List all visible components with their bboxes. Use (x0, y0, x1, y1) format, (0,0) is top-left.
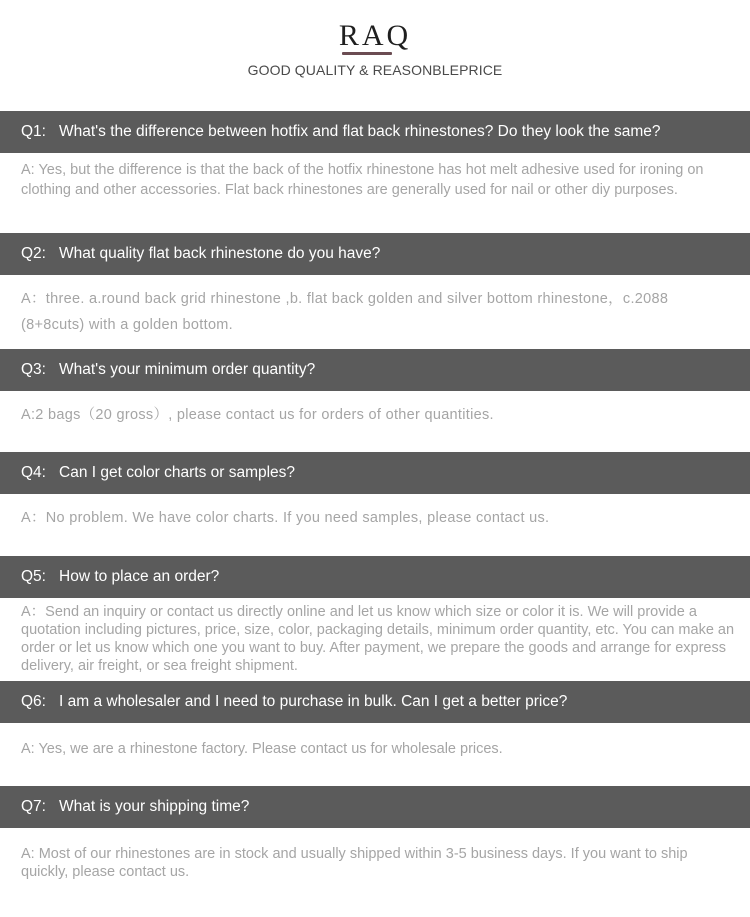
faq-question-bar-4 (0, 452, 750, 494)
question-text: How to place an order? (59, 568, 220, 585)
faq-question-bar-1 (0, 111, 750, 153)
faq-answer-2: A：three. a.round back grid rhinestone ,b. flat back golden and silver bottom rhinestone，c.2088 (8+8cuts) with a golden bottom. (21, 291, 669, 333)
question-text: What is your shipping time? (59, 798, 250, 815)
question-number: Q7: (21, 798, 46, 815)
faq-question-bar-3 (0, 349, 750, 391)
brand-underline (342, 52, 392, 55)
faq-answer-1: A: Yes, but the difference is that the back of the hotfix rhinestone has hot melt adhesive used for ironing on clothing and other accessories. Flat back rhinestones are generally used for nail or other diy purposes. (21, 162, 704, 198)
tagline: GOOD QUALITY & REASONBLEPRICE (247, 62, 503, 78)
faq-answer-4: A：No problem. We have color charts. If you need samples, please contact us. (21, 510, 550, 526)
faq-question-bar-6 (0, 681, 750, 723)
question-number: Q3: (21, 361, 46, 378)
question-text: What's the difference between hotfix and flat back rhinestones? Do they look the same? (59, 123, 661, 140)
question-text: I am a wholesaler and I need to purchase in bulk. Can I get a better price? (59, 693, 568, 710)
brand-logo-text: RAQ (338, 19, 412, 52)
faq-question-bar-2 (0, 233, 750, 275)
question-number: Q2: (21, 245, 46, 262)
faq-answer-7: A: Most of our rhinestones are in stock and usually shipped within 3-5 business days. If you want to ship quickly, please contact us. (21, 846, 688, 880)
faq-question-bar-5 (0, 556, 750, 598)
faq-answer-6: A: Yes, we are a rhinestone factory. Please contact us for wholesale prices. (21, 741, 503, 757)
question-number: Q4: (21, 464, 46, 481)
page-header (0, 0, 750, 100)
faq-answer-3: A:2 bags（20 gross）, please contact us for orders of other quantities. (21, 407, 494, 423)
faq-answer-5: A：Send an inquiry or contact us directly online and let us know which size or color it is. We will provide a quotation including pictures, price, size, color, packaging details, minimum order quantity, etc. You can make an order or let us know which one you want to buy. After payment, we prepare the goods and arrange for express delivery, air freight, or sea freight shipment. (21, 604, 735, 674)
question-number: Q5: (21, 568, 46, 585)
question-text: What quality flat back rhinestone do you have? (59, 245, 381, 262)
faq-question-bar-7 (0, 786, 750, 828)
question-number: Q6: (21, 693, 46, 710)
question-text: Can I get color charts or samples? (59, 464, 296, 481)
question-number: Q1: (21, 123, 46, 140)
question-text: What's your minimum order quantity? (59, 361, 316, 378)
